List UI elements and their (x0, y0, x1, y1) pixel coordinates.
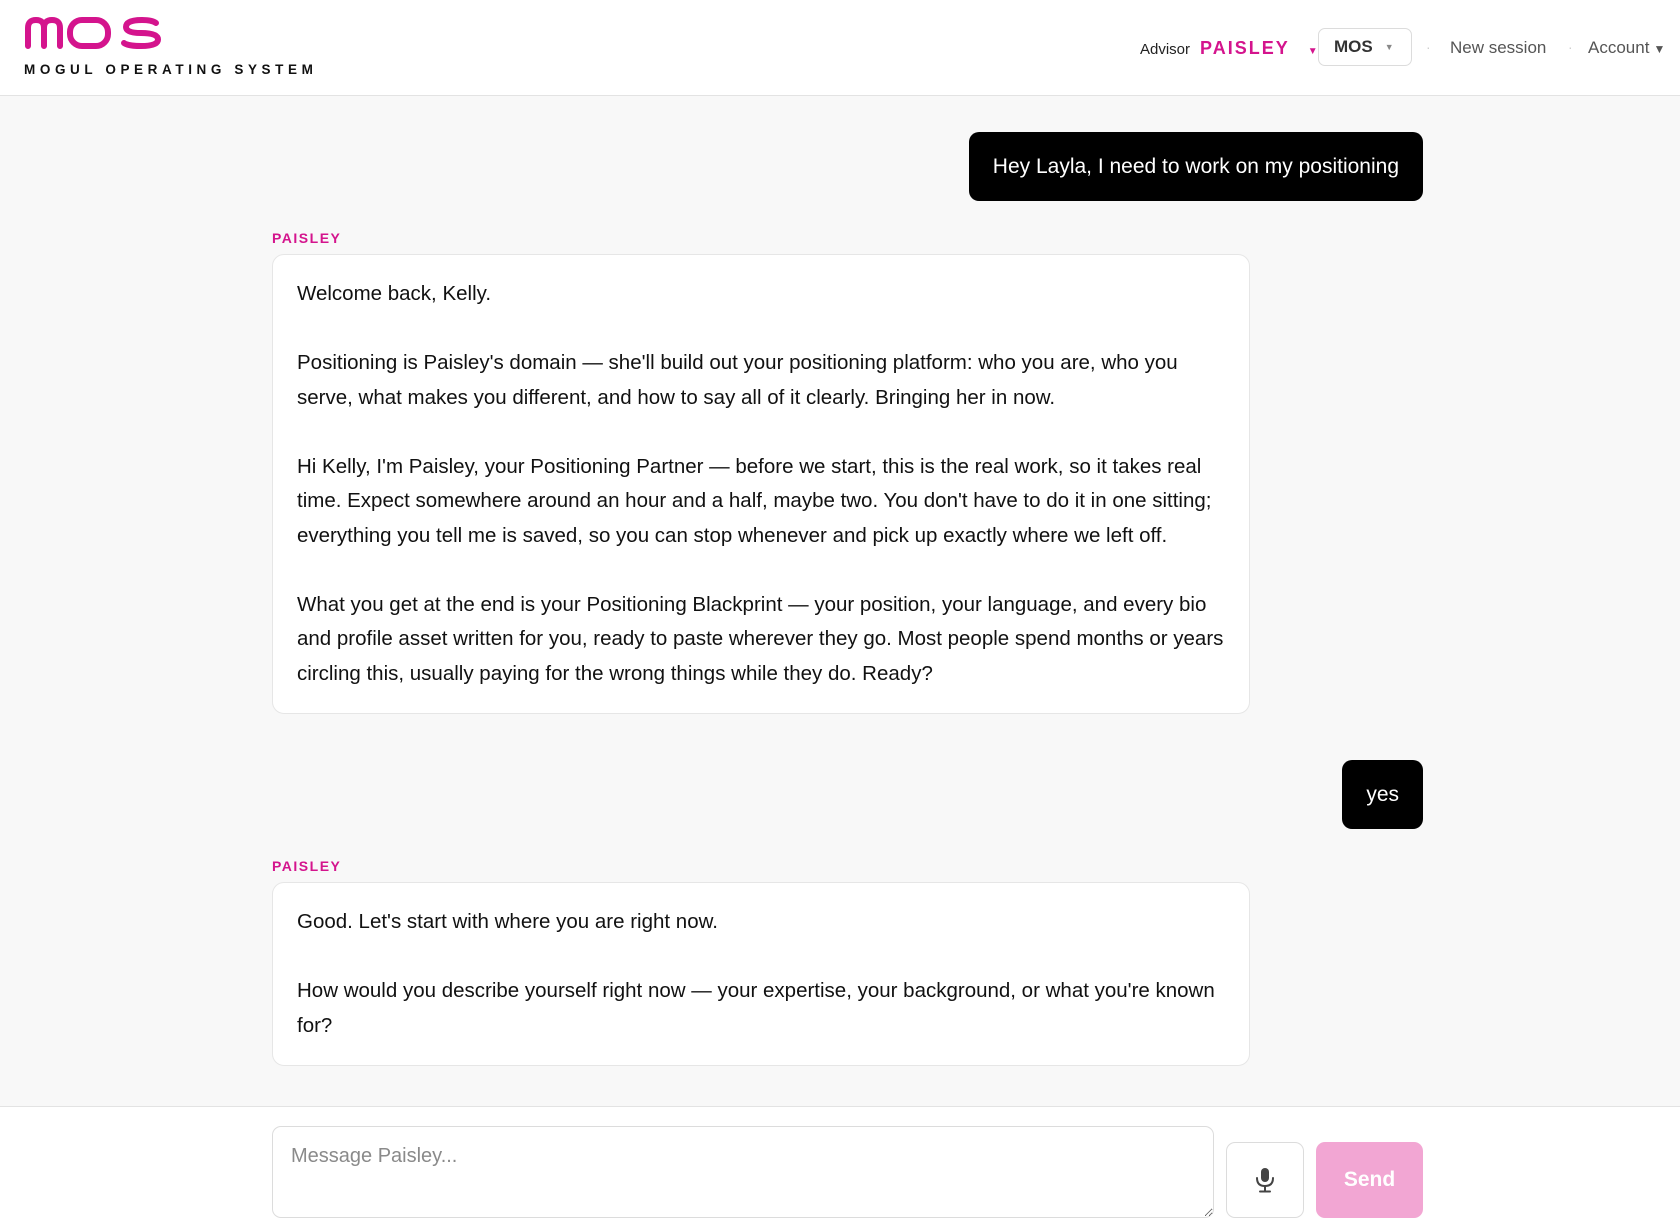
user-message-text: yes (1366, 782, 1399, 806)
account-menu[interactable] (1588, 38, 1665, 58)
separator-dot: · (1426, 39, 1431, 55)
assistant-message (272, 254, 1250, 714)
message-paragraph: Hi Kelly, I'm Paisley, your Positioning Partner — before we start, this is the real work, so it takes real time. Expect somewhere around an hour and a half, maybe two. You don't have to do it in one sitting; everything you tell me is saved, so you can stop whenever and pick up exactly where we left off. (297, 454, 1212, 547)
message-composer (0, 1106, 1680, 1218)
send-button[interactable]: Send (1316, 1142, 1423, 1218)
advisor-selector[interactable] (1140, 38, 1318, 59)
mos-dropdown[interactable] (1318, 28, 1412, 66)
message-paragraph: What you get at the end is your Positioning Blackprint — your position, your language, and every bio and profile asset written for you, ready to paste wherever they go. Most people spend months or years circling this, usually paying for the wrong things while they do. Ready? (297, 592, 1224, 685)
user-message (1342, 760, 1423, 829)
account-label: Account (1588, 38, 1650, 57)
mos-dropdown-label: MOS (1334, 37, 1373, 56)
advisor-name: PAISLEY (1200, 38, 1290, 58)
mos-logo-mark (24, 14, 164, 50)
user-message-text: Hey Layla, I need to work on my positioning (992, 154, 1399, 178)
top-header (0, 0, 1680, 96)
separator-dot: · (1568, 39, 1573, 55)
message-paragraph: Welcome back, Kelly. (297, 282, 492, 305)
message-input[interactable] (272, 1126, 1214, 1218)
message-paragraph: How would you describe yourself right now — your expertise, your background, or what you're known for? (297, 979, 1215, 1037)
caret-down-icon: ▼ (1653, 42, 1666, 56)
mos-logo[interactable] (24, 14, 318, 84)
assistant-sender-label: PAISLEY (272, 230, 342, 246)
caret-down-icon: ▼ (1307, 46, 1318, 57)
assistant-message (272, 882, 1250, 1066)
microphone-button[interactable] (1226, 1142, 1304, 1218)
advisor-label: Advisor (1140, 41, 1191, 58)
microphone-icon (1254, 1167, 1276, 1193)
logo-subtitle: MOGUL OPERATING SYSTEM (24, 62, 318, 77)
chat-thread (0, 96, 1680, 1106)
user-message (969, 132, 1423, 201)
new-session-link[interactable]: New session (1450, 38, 1547, 57)
assistant-sender-label: PAISLEY (272, 858, 342, 874)
caret-down-icon: ▼ (1384, 42, 1394, 52)
message-paragraph: Good. Let's start with where you are right now. (297, 910, 718, 933)
message-paragraph: Positioning is Paisley's domain — she'll build out your positioning platform: who you are, who you serve, what makes you different, and how to say all of it clearly. Bringing her in now. (297, 351, 1178, 409)
